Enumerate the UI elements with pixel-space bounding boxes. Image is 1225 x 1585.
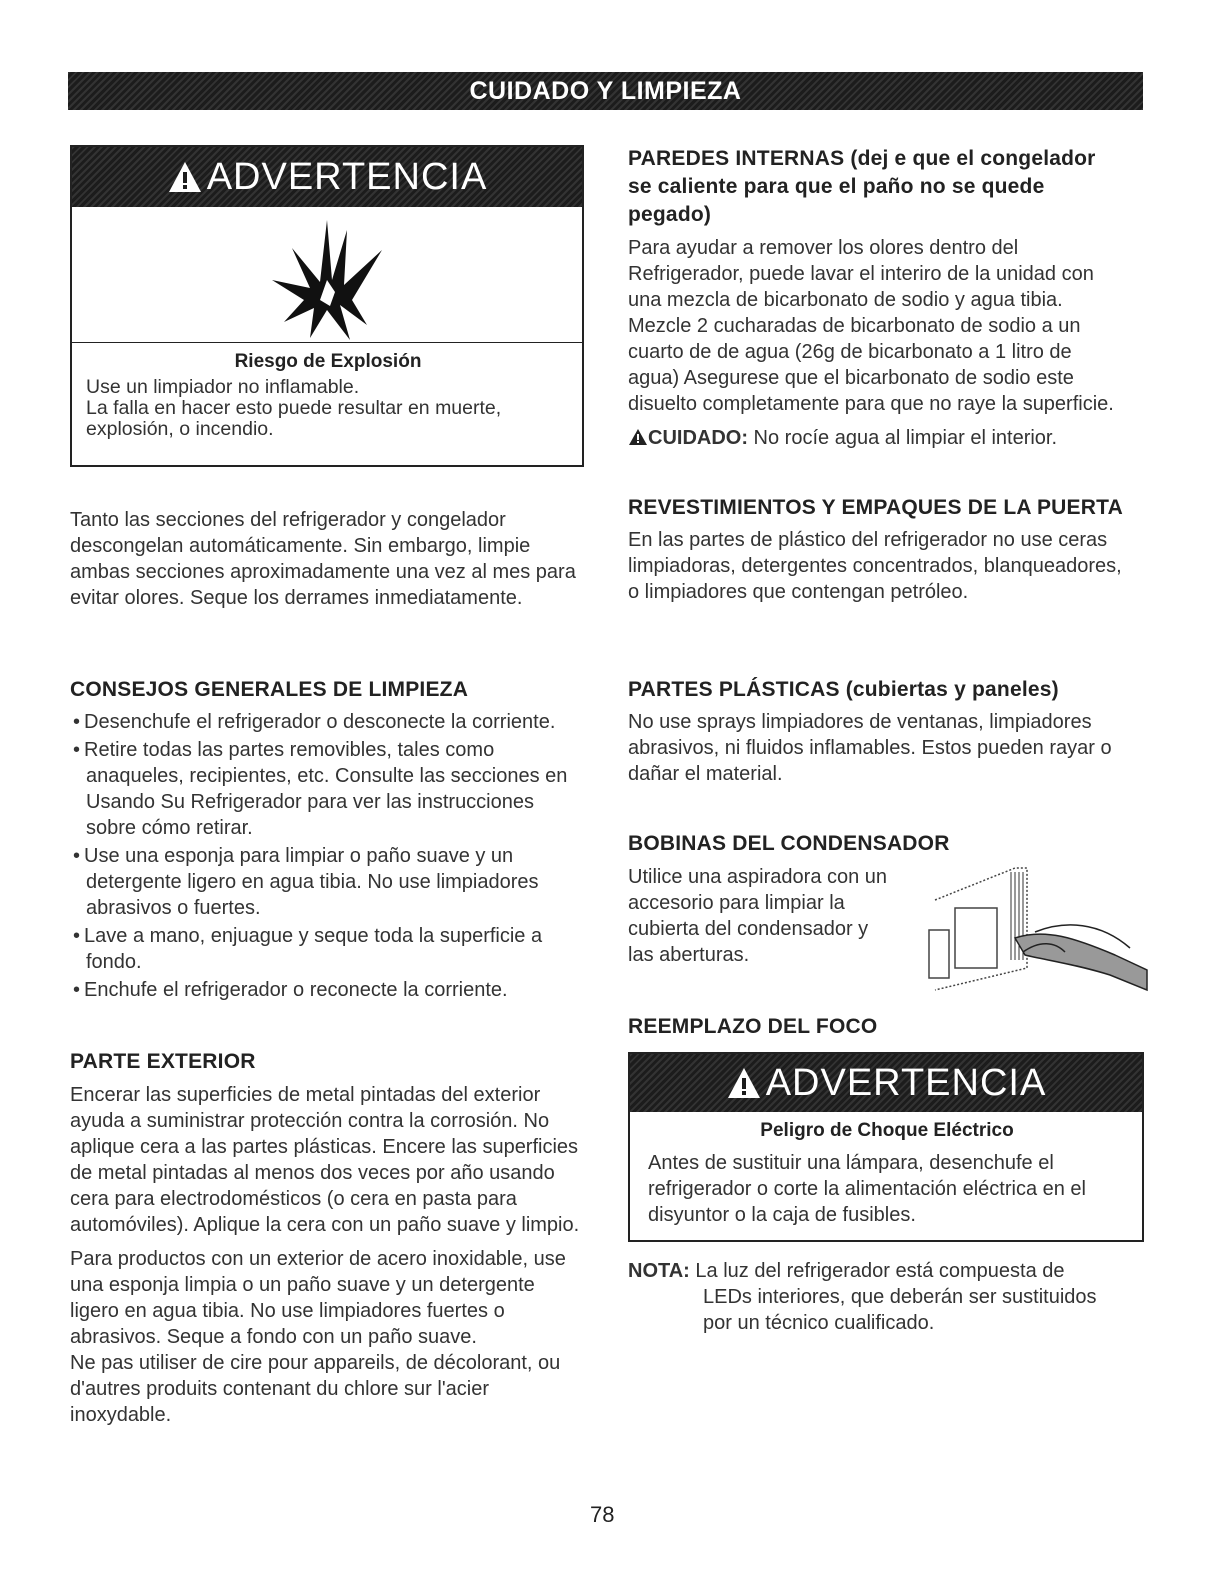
french-paragraph: Ne pas utiliser de cire pour appareils, de décolorant, ou d'autres produits contenant du chlore sur l'acier inoxydable.: [70, 1352, 561, 1426]
warning-header: [72, 147, 582, 207]
list-item: • Lave a mano, enjuague y seque toda la superficie a fondo.: [70, 923, 585, 975]
list-item: • Retire todas las partes removibles, tales como anaqueles, recipientes, etc. Consulte las secciones en Usando Su Refrigerador para ver las instrucciones sobre cómo retirar.: [70, 737, 585, 841]
note-line: La luz del refrigerador está compuesta de: [695, 1260, 1065, 1282]
explosion-icon-area: [72, 207, 582, 343]
list-item: • Desenchufe el refrigerador o desconecte la corriente.: [70, 709, 585, 735]
section-banner: [68, 72, 1143, 110]
note-rest: LEDs interiores, que deberán ser sustituidos por un técnico cualificado.: [703, 1286, 1097, 1334]
intro-paragraph: Tanto las secciones del refrigerador y congelador descongelan automáticamente. Sin embargo, limpie ambas secciones aproximadamente una vez al mes para evitar olores. Seque los derrames inmediatamente.: [70, 509, 576, 609]
vacuum-cleaning-condenser-illustration: [915, 860, 1150, 995]
interior-walls-heading: PAREDES INTERNAS (dej e que el congelador se caliente para que el paño no se quede pegado): [628, 147, 1096, 226]
explosion-icon: [252, 210, 402, 340]
condenser-line: cubierta del condensador y: [628, 918, 869, 940]
exterior-heading: PARTE EXTERIOR: [70, 1050, 256, 1073]
plastic-parts-text: No use sprays limpiadores de ventanas, limpiadores abrasivos, ni fluidos inflamables. Estos pueden rayar o dañar el material.: [628, 711, 1112, 785]
banner-title: CUIDADO Y LIMPIEZA: [469, 76, 742, 105]
general-cleaning-heading: CONSEJOS GENERALES DE LIMPIEZA: [70, 678, 469, 701]
caution-line: [628, 425, 1123, 451]
condenser-heading: BOBINAS DEL CONDENSADOR: [628, 832, 950, 855]
electric-shock-warning-box: [628, 1052, 1144, 1242]
condenser-line: accesorio para limpiar la: [628, 892, 845, 914]
condenser-line: Utilice una aspiradora con un: [628, 866, 888, 888]
explosion-warning-box: [70, 145, 584, 467]
page-number: 78: [590, 1502, 615, 1527]
warning-title: Riesgo de Explosión: [234, 351, 422, 372]
general-cleaning-list: [70, 709, 585, 1003]
list-item: • Use una esponja para limpiar o paño suave y un detergente ligero en agua tibia. No use limpiadores abrasivos o fuertes.: [70, 843, 585, 921]
interior-walls-text: Para ayudar a remover los olores dentro del Refrigerador, puede lavar el interiro de la unidad con una mezcla de bicarbonato de sodio y agua tibia. Mezcle 2 cucharadas de bicarbonato de sodio a un cuarto de de agua (26g de bicarbonato a 1 litro de agua) Asegurese que el bicarbonato de sodio este disuelto completamente para que no raye la superficie.: [628, 237, 1114, 415]
caution-triangle-icon: [628, 428, 648, 446]
warning-title: Peligro de Choque Eléctrico: [760, 1120, 1014, 1141]
condenser-line: las aberturas.: [628, 944, 750, 966]
plastic-parts-heading: PARTES PLÁSTICAS (cubiertas y paneles): [628, 678, 1059, 701]
list-item: • Enchufe el refrigerador o reconecte la corriente.: [70, 977, 585, 1003]
note: [628, 1258, 1128, 1336]
exterior-paragraph: Encerar las superficies de metal pintadas del exterior ayuda a suministrar protección contra la corrosión. No aplique cera a las partes plásticas. Encere las superficies de metal pintadas al menos dos veces por año usando cera para electrodomésticos (o cera en pasta para automóviles). Aplique la cera con un paño suave y limpio.: [70, 1084, 580, 1236]
bulb-replacement-heading: REEMPLAZO DEL FOCO: [628, 1015, 878, 1038]
door-liners-text: En las partes de plástico del refrigerador no use ceras limpiadoras, detergentes concentrados, blanqueadores, o limpiadores que contengan petróleo.: [628, 529, 1122, 603]
warning-line: La falla en hacer esto puede resultar en muerte,: [86, 397, 502, 419]
stainless-paragraph: Para productos con un exterior de acero inoxidable, use una esponja limpia o un paño suave y un detergente ligero en agua tibia. No use limpiadores fuertes o abrasivos. Seque a fondo con un paño suave.: [70, 1248, 566, 1348]
warning-text: Antes de sustituir una lámpara, desenchufe el refrigerador o corte la alimentación eléctrica en el disyuntor o la caja de fusibles.: [648, 1152, 1086, 1226]
warning-header: [630, 1054, 1142, 1112]
warning-triangle-icon: [726, 1065, 762, 1101]
warning-word: ADVERTENCIA: [206, 155, 488, 198]
warning-word: ADVERTENCIA: [765, 1061, 1047, 1104]
warning-triangle-icon: [167, 159, 203, 195]
note-label: NOTA:: [628, 1260, 690, 1282]
caution-label: CUIDADO:: [648, 427, 748, 449]
door-liners-heading: REVESTIMIENTOS Y EMPAQUES DE LA PUERTA: [628, 496, 1123, 519]
warning-line: explosión, o incendio.: [86, 418, 274, 440]
caution-text: No rocíe agua al limpiar el interior.: [748, 427, 1058, 449]
warning-line: Use un limpiador no inflamable.: [86, 376, 360, 398]
